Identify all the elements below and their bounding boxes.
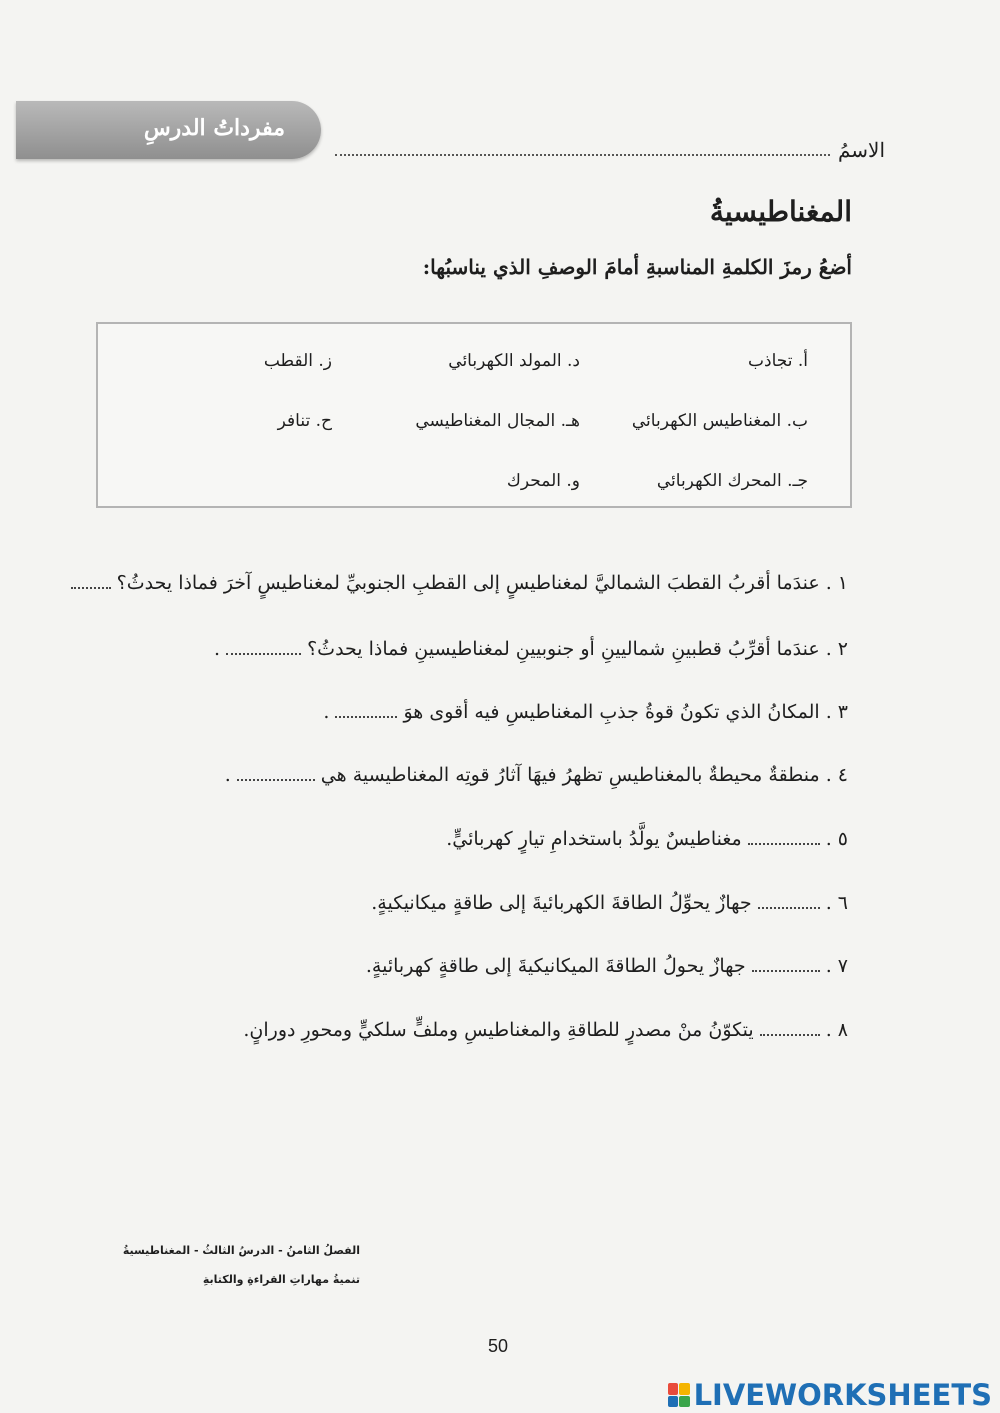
answer-blank[interactable] — [71, 586, 111, 589]
question-number: ١ . — [825, 572, 848, 594]
question-number: ٤ . — [825, 764, 848, 786]
question-text: منطقةٌ محيطةٌ بالمغناطيسِ تظهرُ فيهَا آثارُ قوتِه المغناطيسية هي — [320, 764, 820, 786]
answer-blank[interactable] — [237, 778, 315, 781]
question-number: ٣ . — [825, 701, 848, 723]
answer-blank[interactable] — [226, 652, 301, 655]
lesson-vocabulary-banner — [16, 101, 321, 159]
liveworksheets-logo-icon — [668, 1383, 690, 1407]
question-6 — [371, 892, 848, 914]
question-text: عندَما أقرِّبُ قطبينِ شماليينِ أو جنوبيينِ لمغناطيسينِ فماذا يحدثُ؟ — [307, 638, 820, 660]
question-text: جهازٌ يحولُ الطاقةَ الميكانيكيةَ إلى طاقةٍ كهربائيةٍ. — [365, 955, 746, 977]
answer-blank[interactable] — [760, 1033, 820, 1036]
answer-blank[interactable] — [748, 842, 820, 845]
question-number: ٨ . — [825, 1019, 848, 1041]
question-2 — [214, 638, 848, 660]
question-end: . — [214, 638, 221, 660]
question-text: مغناطيسٌ يولَّدُ باستخدامِ تيارٍ كهربائيٍّ. — [446, 828, 742, 850]
lesson-title: المغناطيسيةُ — [709, 195, 852, 228]
question-5 — [446, 828, 848, 850]
word-bank-item: ب. المغناطيس الكهربائي — [631, 411, 808, 431]
liveworksheets-watermark — [668, 1378, 992, 1412]
liveworksheets-brand: LIVEWORKSHEETS — [693, 1378, 992, 1412]
question-text: يتكوّنُ منْ مصدرٍ للطاقةِ والمغناطيسِ وملفٍّ سلكيٍّ ومحورِ دورانٍ. — [243, 1019, 754, 1041]
question-text: المكانُ الذي تكونُ قوةُ جذبِ المغناطيسِ فيه أقوى هوَ — [403, 701, 820, 723]
answer-blank[interactable] — [752, 969, 820, 972]
question-8 — [243, 1019, 848, 1041]
name-field-row — [335, 132, 885, 162]
question-1 — [71, 572, 848, 594]
instruction-text: أضعُ رمزَ الكلمةِ المناسبةِ أمامَ الوصفِ الذي يناسبُها: — [422, 255, 852, 279]
question-7 — [366, 955, 848, 977]
question-number: ٦ . — [825, 892, 848, 914]
word-bank-item: ز. القطب — [263, 351, 332, 371]
name-label: الاسمُ — [837, 138, 885, 162]
banner-title: مفرداتُ الدرسِ — [143, 115, 285, 141]
answer-blank[interactable] — [335, 715, 397, 718]
page-number: 50 — [488, 1336, 509, 1356]
word-bank-item: أ. تجاذب — [748, 351, 808, 371]
question-end: . — [323, 701, 330, 723]
word-bank-item: د. المولد الكهربائي — [448, 351, 580, 371]
word-bank-item: هـ. المجال المغناطيسي — [415, 411, 580, 431]
name-input-line[interactable] — [335, 154, 830, 156]
word-bank-item: و. المحرك — [506, 471, 580, 491]
footer-skills-note: تنميةُ مهاراتِ القراءةِ والكتابةِ — [202, 1273, 360, 1286]
question-3 — [323, 701, 848, 723]
word-bank-item: ح. تنافر — [277, 411, 332, 431]
question-text: عندَما أقربُ القطبَ الشماليَّ لمغناطيسٍ إلى القطبِ الجنوبيِّ لمغناطيسٍ آخرَ فماذا يحدثُ؟ — [116, 572, 820, 594]
word-bank-item: جـ. المحرك الكهربائي — [656, 471, 808, 491]
answer-blank[interactable] — [758, 906, 820, 909]
question-end: . — [224, 764, 231, 786]
question-4 — [225, 764, 848, 786]
footer-chapter-info: الفصلُ الثامنُ - الدرسُ الثالثُ - المغناطيسيةُ — [122, 1244, 360, 1257]
word-bank-box — [96, 322, 852, 508]
question-number: ٧ . — [825, 955, 848, 977]
question-number: ٢ . — [825, 638, 848, 660]
question-text: جهازٌ يحوِّلُ الطاقةَ الكهربائيةَ إلى طاقةٍ ميكانيكيةٍ. — [371, 892, 752, 914]
question-number: ٥ . — [825, 828, 848, 850]
